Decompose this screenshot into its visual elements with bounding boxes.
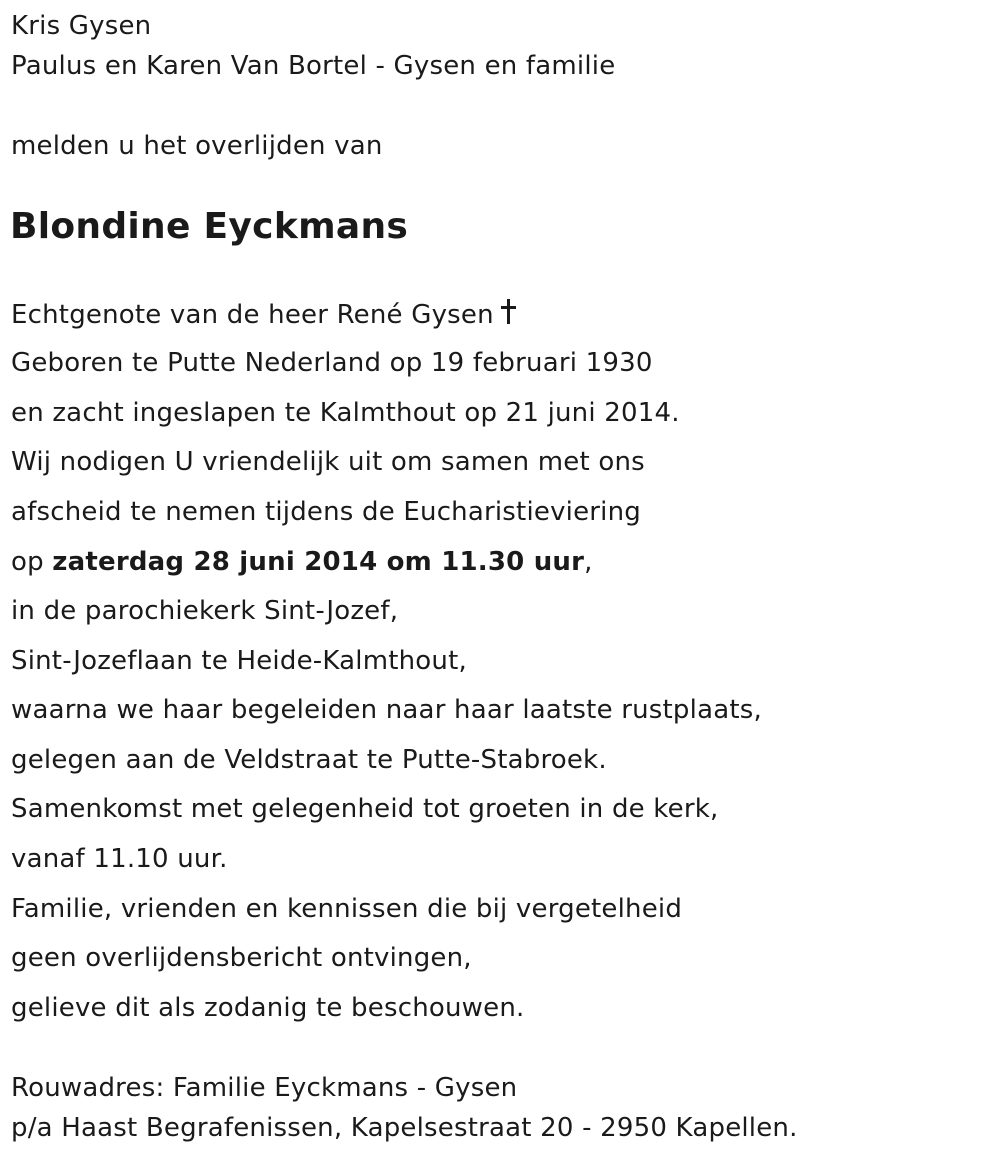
spouse-text: Echtgenote van de heer René Gysen — [11, 300, 494, 330]
spouse-line — [11, 299, 516, 330]
ceremony-date: zaterdag 28 juni 2014 om 11.30 uur — [52, 547, 585, 577]
death-line: en zacht ingeslapen te Kalmthout op 21 juni 2014. — [11, 398, 680, 428]
intro-text: melden u het overlijden van — [11, 131, 383, 161]
ceremony-date-line — [11, 547, 593, 577]
invite-line-1: Wij nodigen U vriendelijk uit om samen met ons — [11, 447, 645, 477]
gathering-line-1: Samenkomst met gelegenheid tot groeten in de kerk, — [11, 794, 719, 824]
date-suffix: , — [584, 547, 593, 577]
birth-line: Geboren te Putte Nederland op 19 februari 1930 — [11, 348, 653, 378]
church-address-line: Sint-Jozeflaan te Heide-Kalmthout, — [11, 646, 467, 676]
mourning-address-line-1: Rouwadres: Familie Eyckmans - Gysen — [11, 1073, 518, 1103]
notice-line-2: geen overlijdensbericht ontvingen, — [11, 943, 472, 973]
family-line-1: Kris Gysen — [11, 11, 152, 41]
date-prefix: op — [11, 547, 53, 577]
mourning-address-line-2: p/a Haast Begrafenissen, Kapelsestraat 20 - 2950 Kapellen. — [11, 1113, 798, 1143]
cross-icon — [500, 299, 516, 325]
deceased-name: Blondine Eyckmans — [10, 206, 409, 247]
burial-line-1: waarna we haar begeleiden naar haar laatste rustplaats, — [11, 695, 762, 725]
church-line: in de parochiekerk Sint-Jozef, — [11, 596, 399, 626]
burial-line-2: gelegen aan de Veldstraat te Putte-Stabroek. — [11, 745, 607, 775]
notice-line-3: gelieve dit als zodanig te beschouwen. — [11, 993, 525, 1023]
notice-line-1: Familie, vrienden en kennissen die bij vergetelheid — [11, 894, 683, 924]
invite-line-2: afscheid te nemen tijdens de Eucharistieviering — [11, 497, 641, 527]
gathering-line-2: vanaf 11.10 uur. — [11, 844, 228, 874]
family-line-2: Paulus en Karen Van Bortel - Gysen en familie — [11, 51, 616, 81]
